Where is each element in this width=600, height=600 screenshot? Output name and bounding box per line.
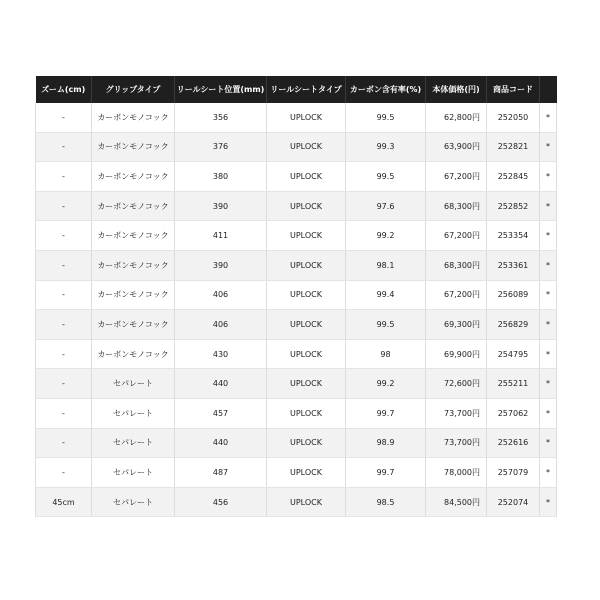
carbon-content-cell: 99.7 <box>346 398 426 428</box>
product-code-cell: 252074 <box>487 487 540 517</box>
carbon-content-cell: 99.5 <box>346 162 426 192</box>
table-row <box>36 487 557 517</box>
table-row <box>36 162 557 192</box>
header-zoom: ズーム(cm) <box>36 76 92 103</box>
product-code-cell: 253361 <box>487 250 540 280</box>
table-row <box>36 428 557 458</box>
mark-cell: * <box>540 369 557 399</box>
header-price: 本体価格(円) <box>426 76 487 103</box>
table-row <box>36 132 557 162</box>
price-cell: 69,900円 <box>426 339 487 369</box>
table-row <box>36 221 557 251</box>
price-cell: 73,700円 <box>426 398 487 428</box>
product-code-cell: 252852 <box>487 191 540 221</box>
reel-seat-type-cell: UPLOCK <box>267 487 346 517</box>
header-mark <box>540 76 557 103</box>
grip-type-cell: カーボンモノコック <box>92 132 175 162</box>
product-code-cell: 255211 <box>487 369 540 399</box>
product-code-cell: 257079 <box>487 458 540 488</box>
mark-cell: * <box>540 221 557 251</box>
reel-seat-position-cell: 440 <box>175 369 267 399</box>
grip-type-cell: カーボンモノコック <box>92 221 175 251</box>
reel-seat-type-cell: UPLOCK <box>267 250 346 280</box>
carbon-content-cell: 99.4 <box>346 280 426 310</box>
price-cell: 78,000円 <box>426 458 487 488</box>
reel-seat-type-cell: UPLOCK <box>267 310 346 340</box>
product-code-cell: 254795 <box>487 339 540 369</box>
reel-seat-type-cell: UPLOCK <box>267 398 346 428</box>
carbon-content-cell: 98.1 <box>346 250 426 280</box>
price-cell: 68,300円 <box>426 191 487 221</box>
reel-seat-type-cell: UPLOCK <box>267 369 346 399</box>
product-code-cell: 253354 <box>487 221 540 251</box>
reel-seat-type-cell: UPLOCK <box>267 132 346 162</box>
zoom-cell: - <box>36 458 92 488</box>
table-header-row <box>36 76 557 103</box>
price-cell: 67,200円 <box>426 280 487 310</box>
grip-type-cell: セパレート <box>92 487 175 517</box>
product-spec-table <box>35 76 557 517</box>
reel-seat-type-cell: UPLOCK <box>267 162 346 192</box>
grip-type-cell: セパレート <box>92 398 175 428</box>
zoom-cell: - <box>36 132 92 162</box>
table-body <box>36 103 557 517</box>
zoom-cell: - <box>36 103 92 132</box>
mark-cell: * <box>540 428 557 458</box>
reel-seat-position-cell: 376 <box>175 132 267 162</box>
product-code-cell: 256089 <box>487 280 540 310</box>
table-row <box>36 103 557 132</box>
table-row <box>36 339 557 369</box>
header-grip-type: グリップタイプ <box>92 76 175 103</box>
zoom-cell: - <box>36 310 92 340</box>
price-cell: 67,200円 <box>426 221 487 251</box>
table-row <box>36 191 557 221</box>
zoom-cell: - <box>36 221 92 251</box>
grip-type-cell: セパレート <box>92 369 175 399</box>
reel-seat-position-cell: 390 <box>175 250 267 280</box>
zoom-cell: - <box>36 398 92 428</box>
carbon-content-cell: 98.9 <box>346 428 426 458</box>
reel-seat-position-cell: 430 <box>175 339 267 369</box>
reel-seat-position-cell: 487 <box>175 458 267 488</box>
zoom-cell: - <box>36 428 92 458</box>
carbon-content-cell: 99.2 <box>346 369 426 399</box>
mark-cell: * <box>540 132 557 162</box>
product-code-cell: 252821 <box>487 132 540 162</box>
carbon-content-cell: 99.2 <box>346 221 426 251</box>
mark-cell: * <box>540 339 557 369</box>
reel-seat-position-cell: 406 <box>175 310 267 340</box>
carbon-content-cell: 99.3 <box>346 132 426 162</box>
reel-seat-position-cell: 390 <box>175 191 267 221</box>
price-cell: 63,900円 <box>426 132 487 162</box>
table-row <box>36 458 557 488</box>
mark-cell: * <box>540 398 557 428</box>
mark-cell: * <box>540 487 557 517</box>
product-code-cell: 257062 <box>487 398 540 428</box>
grip-type-cell: カーボンモノコック <box>92 191 175 221</box>
table-row <box>36 280 557 310</box>
mark-cell: * <box>540 103 557 132</box>
price-cell: 67,200円 <box>426 162 487 192</box>
zoom-cell: - <box>36 339 92 369</box>
reel-seat-position-cell: 456 <box>175 487 267 517</box>
grip-type-cell: カーボンモノコック <box>92 280 175 310</box>
reel-seat-type-cell: UPLOCK <box>267 191 346 221</box>
table-row <box>36 250 557 280</box>
mark-cell: * <box>540 250 557 280</box>
zoom-cell: - <box>36 162 92 192</box>
mark-cell: * <box>540 280 557 310</box>
header-carbon-content: カーボン含有率(%) <box>346 76 426 103</box>
reel-seat-position-cell: 457 <box>175 398 267 428</box>
zoom-cell: 45cm <box>36 487 92 517</box>
header-reel-seat-position: リールシート位置(mm) <box>175 76 267 103</box>
reel-seat-type-cell: UPLOCK <box>267 339 346 369</box>
carbon-content-cell: 99.7 <box>346 458 426 488</box>
carbon-content-cell: 97.6 <box>346 191 426 221</box>
header-product-code: 商品コード <box>487 76 540 103</box>
price-cell: 72,600円 <box>426 369 487 399</box>
carbon-content-cell: 99.5 <box>346 103 426 132</box>
mark-cell: * <box>540 458 557 488</box>
price-cell: 69,300円 <box>426 310 487 340</box>
product-code-cell: 252050 <box>487 103 540 132</box>
zoom-cell: - <box>36 369 92 399</box>
grip-type-cell: カーボンモノコック <box>92 310 175 340</box>
zoom-cell: - <box>36 191 92 221</box>
carbon-content-cell: 98.5 <box>346 487 426 517</box>
table-row <box>36 310 557 340</box>
grip-type-cell: カーボンモノコック <box>92 339 175 369</box>
reel-seat-type-cell: UPLOCK <box>267 103 346 132</box>
carbon-content-cell: 98 <box>346 339 426 369</box>
header-reel-seat-type: リールシートタイプ <box>267 76 346 103</box>
reel-seat-position-cell: 380 <box>175 162 267 192</box>
product-code-cell: 256829 <box>487 310 540 340</box>
reel-seat-position-cell: 440 <box>175 428 267 458</box>
table-row <box>36 369 557 399</box>
zoom-cell: - <box>36 250 92 280</box>
product-code-cell: 252616 <box>487 428 540 458</box>
zoom-cell: - <box>36 280 92 310</box>
carbon-content-cell: 99.5 <box>346 310 426 340</box>
price-cell: 73,700円 <box>426 428 487 458</box>
mark-cell: * <box>540 310 557 340</box>
reel-seat-type-cell: UPLOCK <box>267 280 346 310</box>
grip-type-cell: カーボンモノコック <box>92 162 175 192</box>
grip-type-cell: セパレート <box>92 458 175 488</box>
reel-seat-position-cell: 406 <box>175 280 267 310</box>
reel-seat-type-cell: UPLOCK <box>267 221 346 251</box>
grip-type-cell: カーボンモノコック <box>92 250 175 280</box>
reel-seat-position-cell: 356 <box>175 103 267 132</box>
mark-cell: * <box>540 162 557 192</box>
reel-seat-type-cell: UPLOCK <box>267 428 346 458</box>
price-cell: 84,500円 <box>426 487 487 517</box>
reel-seat-position-cell: 411 <box>175 221 267 251</box>
reel-seat-type-cell: UPLOCK <box>267 458 346 488</box>
product-code-cell: 252845 <box>487 162 540 192</box>
mark-cell: * <box>540 191 557 221</box>
grip-type-cell: セパレート <box>92 428 175 458</box>
grip-type-cell: カーボンモノコック <box>92 103 175 132</box>
price-cell: 68,300円 <box>426 250 487 280</box>
table-row <box>36 398 557 428</box>
price-cell: 62,800円 <box>426 103 487 132</box>
